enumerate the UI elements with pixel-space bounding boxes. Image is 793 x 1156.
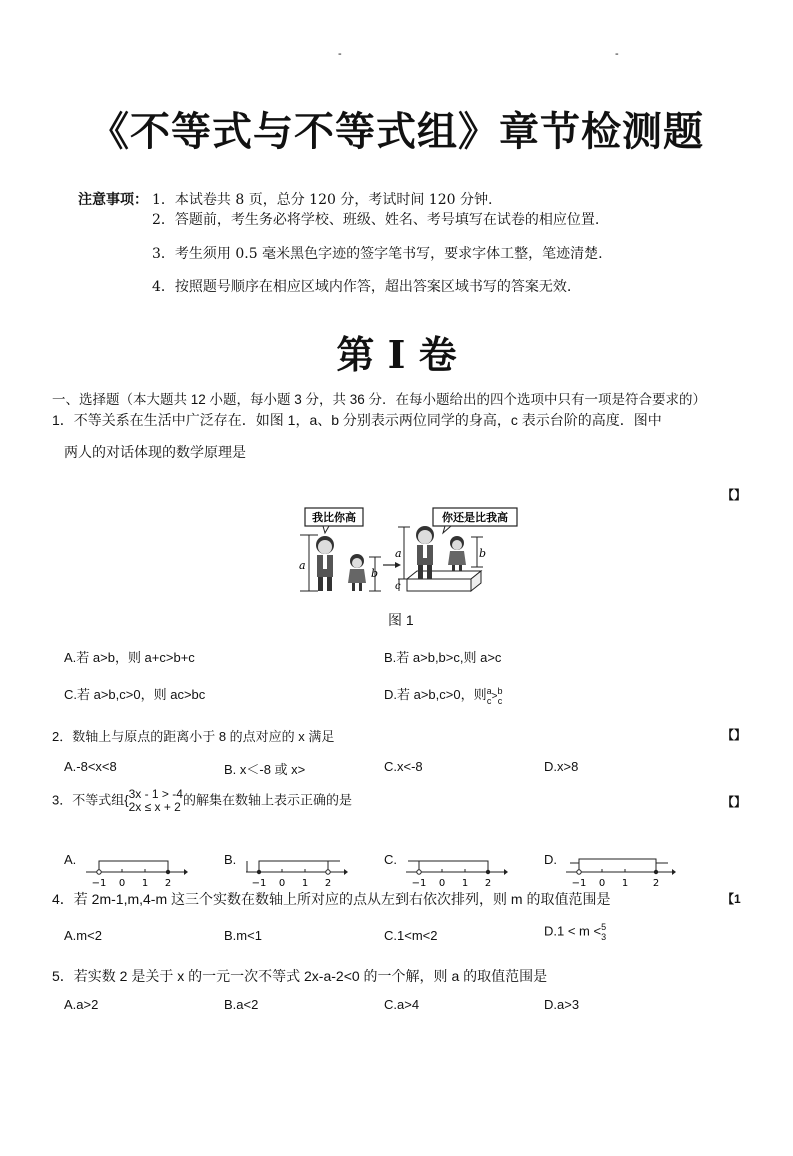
tick-label: −1 [411,878,427,889]
bubble-right-text: 你还是比我高 [442,511,508,524]
q4-option-b[interactable]: B.m<1 [224,928,262,943]
tick-label: −1 [91,878,107,889]
label-a-right: a [395,547,402,560]
q3-numberline-d[interactable] [564,852,676,890]
q3-answer-bracket: 【】 [722,795,747,809]
tick-label: 1 [461,878,469,889]
q2-option-c[interactable]: C.x<-8 [384,759,423,774]
q3-numberline-a[interactable] [84,852,188,890]
header-dash-right: - [615,48,619,60]
tick-label: 1 [621,878,629,889]
q3-stem-suffix: 的解集在数轴上表示正确的是 [182,792,352,808]
q2-option-a[interactable]: A.-8<x<8 [64,759,117,774]
q4-option-a[interactable]: A.m<2 [64,928,102,943]
q3-stem-prefix: 3．不等式组{ [52,792,129,808]
label-c: c [395,581,401,592]
q4-stem: 4．若 2m-1,m,4-m 这三个实数在数轴上所对应的点从左到右依次排列，则 m 的取值范围是 [52,891,611,907]
tick-label: −1 [251,878,267,889]
q4-answer-bracket: 【1 [722,892,741,906]
q4-frac-5-over-3: 5 3 [601,922,607,942]
arrow-icon [395,562,401,568]
label-b-left: b [371,567,379,580]
q5-option-d[interactable]: D.a>3 [544,997,580,1012]
q3-option-c[interactable]: C. [384,852,397,867]
tick-label: 0 [598,878,606,889]
q2-stem: 2．数轴上与原点的距离小于 8 的点对应的 x 满足 [52,729,335,744]
q1-frac-a-over-c: a c [486,685,492,706]
q1-figure [295,505,535,600]
q1-option-b[interactable]: B.若 a>b,b>c,则 a>c [384,650,502,665]
q3-numberline-c[interactable] [404,852,508,890]
q4-option-c[interactable]: C.1<m<2 [384,928,438,943]
tick-label: 2 [164,878,172,889]
q1-stem-line2: 两人的对话体现的数学原理是 [64,444,246,460]
q3-stem [52,788,352,814]
tick-label: 0 [278,878,286,889]
tall-boy-figure [316,536,334,591]
notes-label: 注意事项： [78,192,148,208]
q2-answer-bracket: 【】 [722,728,747,742]
section-heading: 一、选择题（本大题共 12 小题，每小题 3 分，共 36 分．在每小题给出的四个选项中只有一项是符合要求的） [52,392,707,407]
page-title: 《不等式与不等式组》章节检测题 [89,108,704,155]
tick-label: 2 [652,878,660,889]
q3-option-a[interactable]: A. [64,852,77,867]
tick-label: 1 [301,878,309,889]
tick-label: 2 [484,878,492,889]
q5-option-b[interactable]: B.a<2 [224,997,259,1012]
q1-option-d-prefix: D.若 a>b,c>0，则 [384,687,487,702]
tick-label: 1 [141,878,149,889]
q3-option-b[interactable]: B. [224,852,237,867]
tick-label: 0 [438,878,446,889]
header-dash-left: - [338,48,342,60]
q3-option-d[interactable]: D. [544,852,557,867]
q5-option-c[interactable]: C.a>4 [384,997,420,1012]
q4-option-d-prefix: D.1 < m < [544,923,602,939]
label-a-left: a [299,559,306,572]
note-item-3: 3．考生须用 0.5 毫米黑色字迹的签字笔书写，要求字体工整，笔迹清楚. [152,246,603,262]
q3-numberline-b[interactable] [244,852,348,890]
q3-inequality-system: 3x - 1 > -4 2x ≤ x + 2 [128,787,183,814]
q2-option-b[interactable]: B. x＜-8 或 x> [224,762,306,777]
note-item-1: 1．本试卷共 8 页，总分 120 分，考试时间 120 分钟. [152,192,493,208]
bubble-left-text: 我比你高 [312,511,356,524]
q4-option-d[interactable] [544,922,606,942]
q1-stem-line1: 1．不等关系在生活中广泛存在．如图 1，a、b 分别表示两位同学的身高，c 表示台阶的高度．图中 [52,412,662,428]
volume-title: 第 I 卷 [336,332,457,377]
figure-caption: 图 1 [388,612,414,628]
q1-option-d[interactable] [384,684,502,706]
q1-option-d-op: > [491,691,498,702]
tick-label: 2 [324,878,332,889]
q1-option-a[interactable]: A.若 a>b，则 a+c>b+c [64,650,195,665]
q1-frac-b-over-c: b c [497,685,503,706]
note-item-2: 2．答题前，考生务必将学校、班级、姓名、考号填写在试卷的相应位置. [152,212,600,228]
q5-stem: 5．若实数 2 是关于 x 的一元一次不等式 2x-a-2<0 的一个解，则 a 的取值范围是 [52,968,548,984]
note-item-4: 4．按照题号顺序在相应区域内作答，超出答案区域书写的答案无效. [152,279,572,295]
girl-on-ground-figure [448,536,466,571]
q1-answer-bracket: 【】 [722,488,747,502]
label-b-right: b [479,547,487,560]
q1-option-c[interactable]: C.若 a>b,c>0，则 ac>bc [64,687,206,702]
q5-option-a[interactable]: A.a>2 [64,997,99,1012]
q2-option-d[interactable]: D.x>8 [544,759,579,774]
tick-label: −1 [571,878,587,889]
short-girl-figure [348,554,366,591]
step-block [407,579,471,591]
tick-label: 0 [118,878,126,889]
